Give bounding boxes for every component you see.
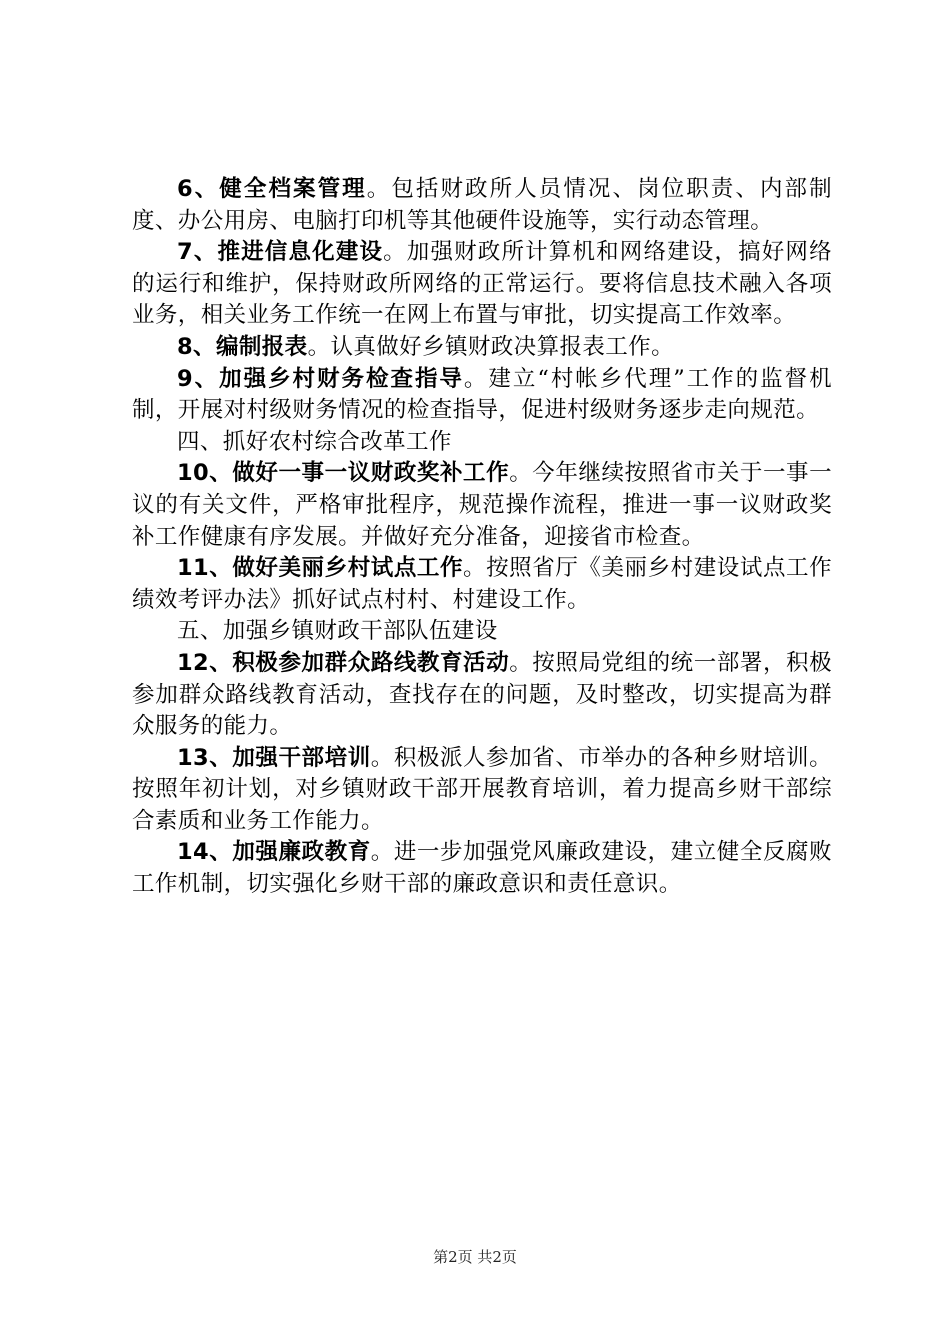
item-body: 。按照局党组的统一部署，积极参加群众路线教育活动，查找存在的问题，及时整改，切实提高为群众服务的能力。 [132,649,832,740]
item-title: 6、健全档案管理 [177,176,367,202]
item-title: 13、加强干部培训 [177,744,371,771]
section-heading-4: 四、抓好农村综合改革工作 [177,428,452,455]
page-footer [0,1246,950,1267]
item-body: 。今年继续按照省市关于一事一议的有关文件，严格审批程序，规范操作流程，推进一事一议财政奖补工作健康有序发展。并做好充分准备，迎接省市检查。 [132,460,832,550]
item-title: 12、积极参加群众路线教育活动 [177,649,510,676]
item-title: 14、加强廉政教育 [177,839,371,866]
paragraph-item-14 [132,837,832,900]
item-body: 。加强财政所计算机和网络建设，搞好网络的运行和维护，保持财政所网络的正常运行。要将信息技术融入各项业务，相关业务工作统一在网上布置与审批，切实提高工作效率。 [132,239,832,329]
item-body: 。按照省厅《美丽乡村建设试点工作绩效考评办法》抓好试点村村、村建设工作。 [132,555,832,613]
paragraph-item-6 [132,174,832,237]
paragraph-item-9 [132,364,832,427]
paragraph-item-12 [132,648,832,743]
document-body [132,174,832,901]
item-title: 9、加强乡村财务检查指导 [177,365,464,392]
item-body: 。包括财政所人员情况、岗位职责、内部制度、办公用房、电脑打印机等其他硬件设施等，实行动态管理。 [132,176,832,234]
paragraph-item-11 [132,553,832,616]
page-number: 第2页 共2页 [433,1248,517,1266]
item-body: 。认真做好乡镇财政决算报表工作。 [307,333,674,360]
item-title: 11、做好美丽乡村试点工作 [177,555,464,582]
section-heading-5: 五、加强乡镇财政干部队伍建设 [177,618,498,645]
item-body: 。积极派人参加省、市举办的各种乡财培训。按照年初计划，对乡镇财政干部开展教育培训，着力提高乡财干部综合素质和业务工作能力。 [132,744,832,834]
paragraph-item-8 [132,332,832,364]
item-body: 。进一步加强党风廉政建设，建立健全反腐败工作机制，切实强化乡财干部的廉政意识和责任意识。 [132,839,832,898]
paragraph-item-10 [132,458,832,553]
paragraph-item-13 [132,743,832,838]
item-title: 10、做好一事一议财政奖补工作 [177,460,510,487]
item-title: 7、推进信息化建设 [177,239,384,266]
paragraph-item-7 [132,237,832,332]
item-title: 8、编制报表 [177,333,308,360]
item-body: 。建立“村帐乡代理”工作的监督机制，开展对村级财务情况的检查指导，促进村级财务逐步走向规范。 [132,365,832,424]
